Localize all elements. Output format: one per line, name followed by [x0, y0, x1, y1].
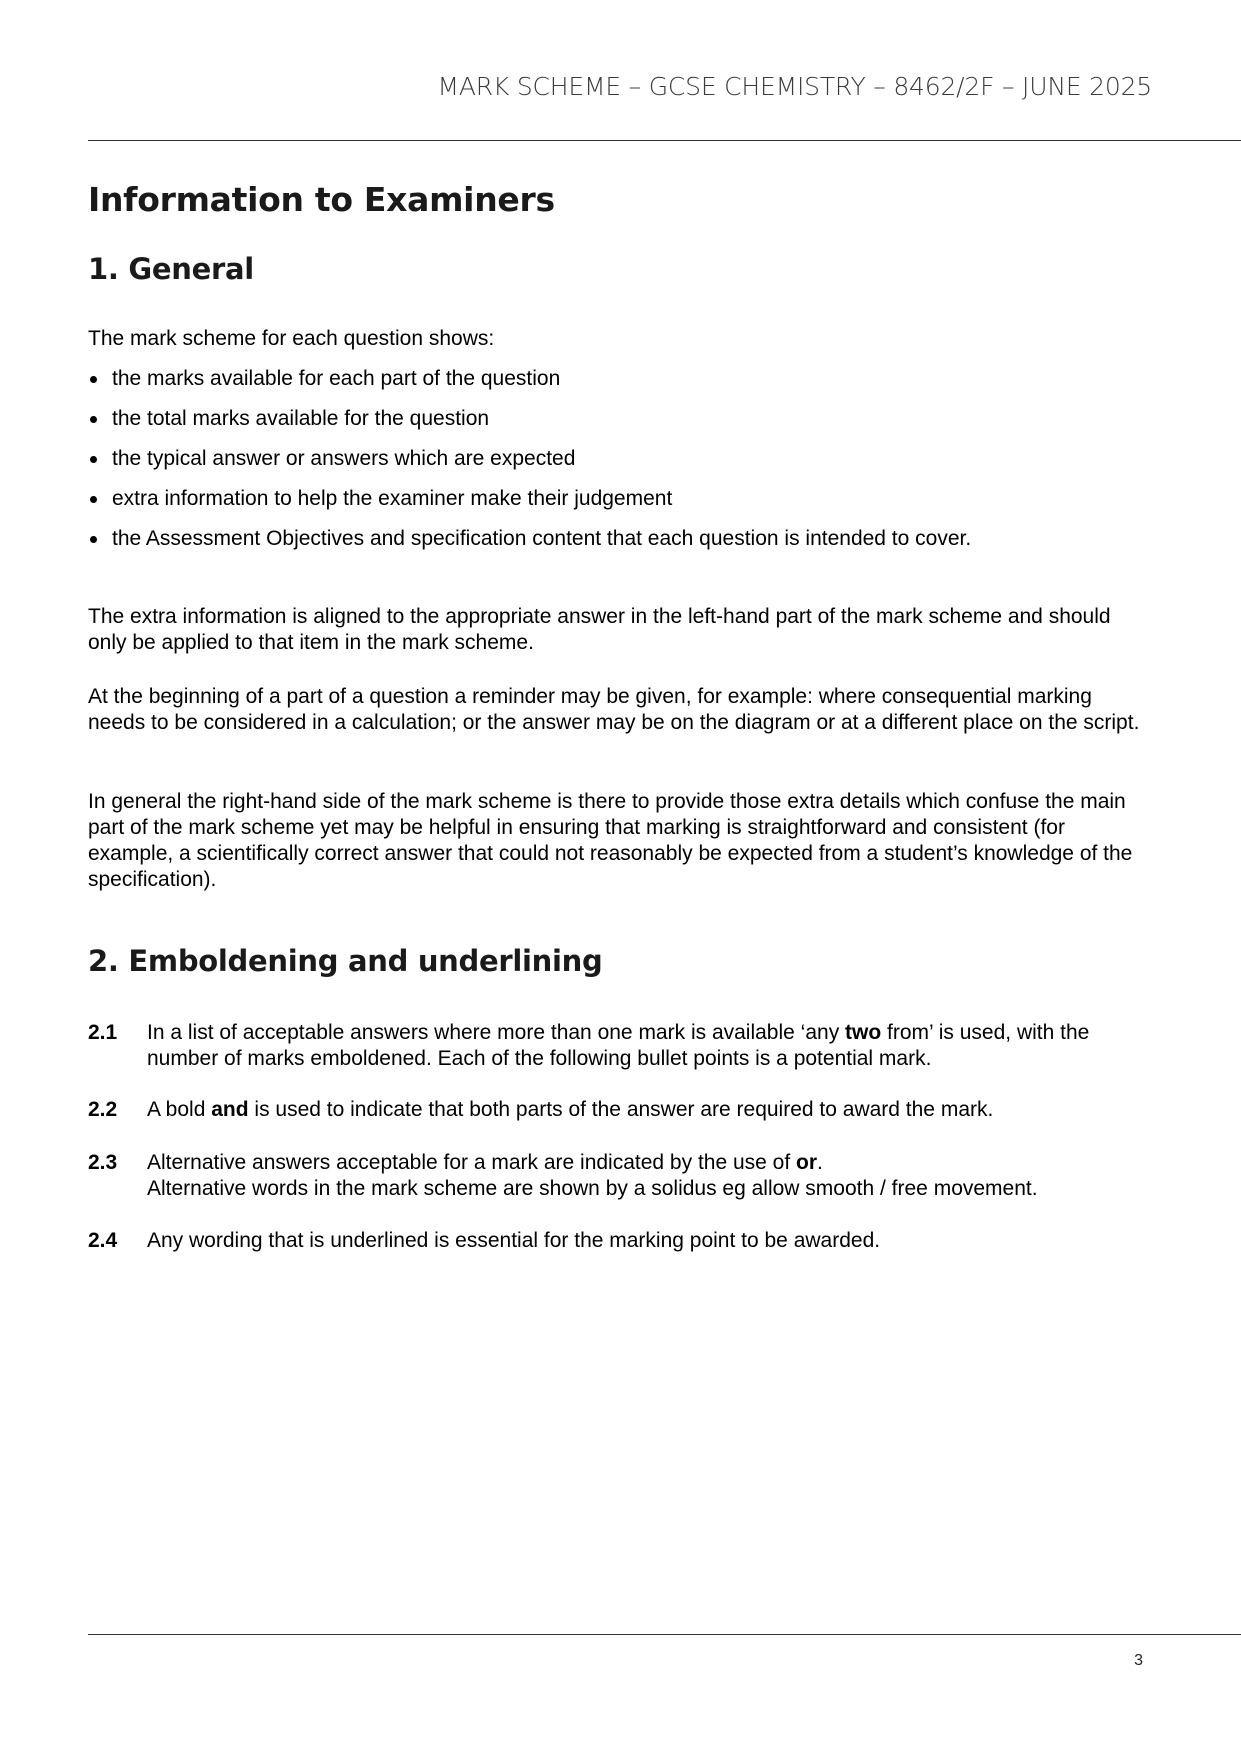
- numbered-item-2-1: [88, 1020, 1148, 1072]
- bold-term: and: [211, 1098, 249, 1121]
- numbered-item-2-2: [88, 1097, 1148, 1123]
- item-number: 2.3: [88, 1151, 118, 1174]
- list-item: [88, 406, 1148, 446]
- item-text: Alternative answers acceptable for a mark are indicated by the use of or. Alternative words in the mark scheme are shown by a solidus eg allow smooth / free movement.: [147, 1151, 1038, 1200]
- list-item: [88, 526, 1148, 566]
- footer-rule: [88, 1634, 1241, 1635]
- bullet-icon: [90, 416, 97, 423]
- item-text: In a list of acceptable answers where more than one mark is available ‘any two from’ is used, with the number of marks emboldened. Each of the following bullet points is a potential mark.: [147, 1021, 1090, 1070]
- intro-text: The mark scheme for each question shows:: [88, 327, 495, 350]
- bold-term: or: [796, 1151, 818, 1174]
- list-item: [88, 486, 1148, 526]
- numbered-item-2-3: [88, 1150, 1148, 1202]
- bullet-icon: [90, 536, 97, 543]
- item-text: Any wording that is underlined is essential for the marking point to be awarded.: [147, 1229, 881, 1252]
- bullet-icon: [90, 496, 97, 503]
- bold-term: two: [845, 1021, 882, 1044]
- paragraph-right-hand-side: In general the right-hand side of the mark scheme is there to provide those extra details which confuse the main part of the mark scheme yet may be helpful in ensuring that marking is straightforward and consistent (for example, a scientifically correct answer that could not reasonably be expected from a student’s knowledge of the specification).: [88, 790, 1133, 891]
- list-item-text: the marks available for each part of the question: [112, 367, 561, 390]
- list-item: [88, 446, 1148, 486]
- bullet-icon: [90, 456, 97, 463]
- item-text: A bold and is used to indicate that both parts of the answer are required to award the mark.: [147, 1098, 994, 1121]
- list-item-text: the Assessment Objectives and specification content that each question is intended to cover.: [112, 527, 972, 550]
- bullet-icon: [90, 376, 97, 383]
- running-header: MARK SCHEME – GCSE CHEMISTRY – 8462/2F – JUNE 2025: [437, 72, 1152, 101]
- header-rule: [88, 140, 1241, 141]
- item-number: 2.2: [88, 1098, 118, 1121]
- paragraph-extra-information: The extra information is aligned to the appropriate answer in the left-hand part of the mark scheme and should only be applied to that item in the mark scheme.: [88, 605, 1111, 654]
- section-heading-general: 1. General: [88, 252, 254, 286]
- list-item-text: the total marks available for the question: [112, 407, 490, 430]
- numbered-item-2-4: [88, 1228, 1148, 1254]
- list-item-text: the typical answer or answers which are expected: [112, 447, 576, 470]
- mark-scheme-contents-list: [88, 366, 1148, 566]
- paragraph-reminder: At the beginning of a part of a question a reminder may be given, for example: where consequential marking needs to be considered in a calculation; or the answer may be on the diagram or at a different place on the script.: [88, 685, 1140, 734]
- page-title: Information to Examiners: [88, 180, 555, 219]
- list-item-text: extra information to help the examiner make their judgement: [112, 487, 673, 510]
- page-number: 3: [1134, 1652, 1143, 1669]
- item-number: 2.4: [88, 1229, 118, 1252]
- item-text-line-2: Alternative words in the mark scheme are shown by a solidus eg allow smooth / free movement.: [147, 1177, 1038, 1200]
- item-number: 2.1: [88, 1021, 118, 1044]
- section-heading-emboldening: 2. Emboldening and underlining: [88, 944, 603, 978]
- list-item: [88, 366, 1148, 406]
